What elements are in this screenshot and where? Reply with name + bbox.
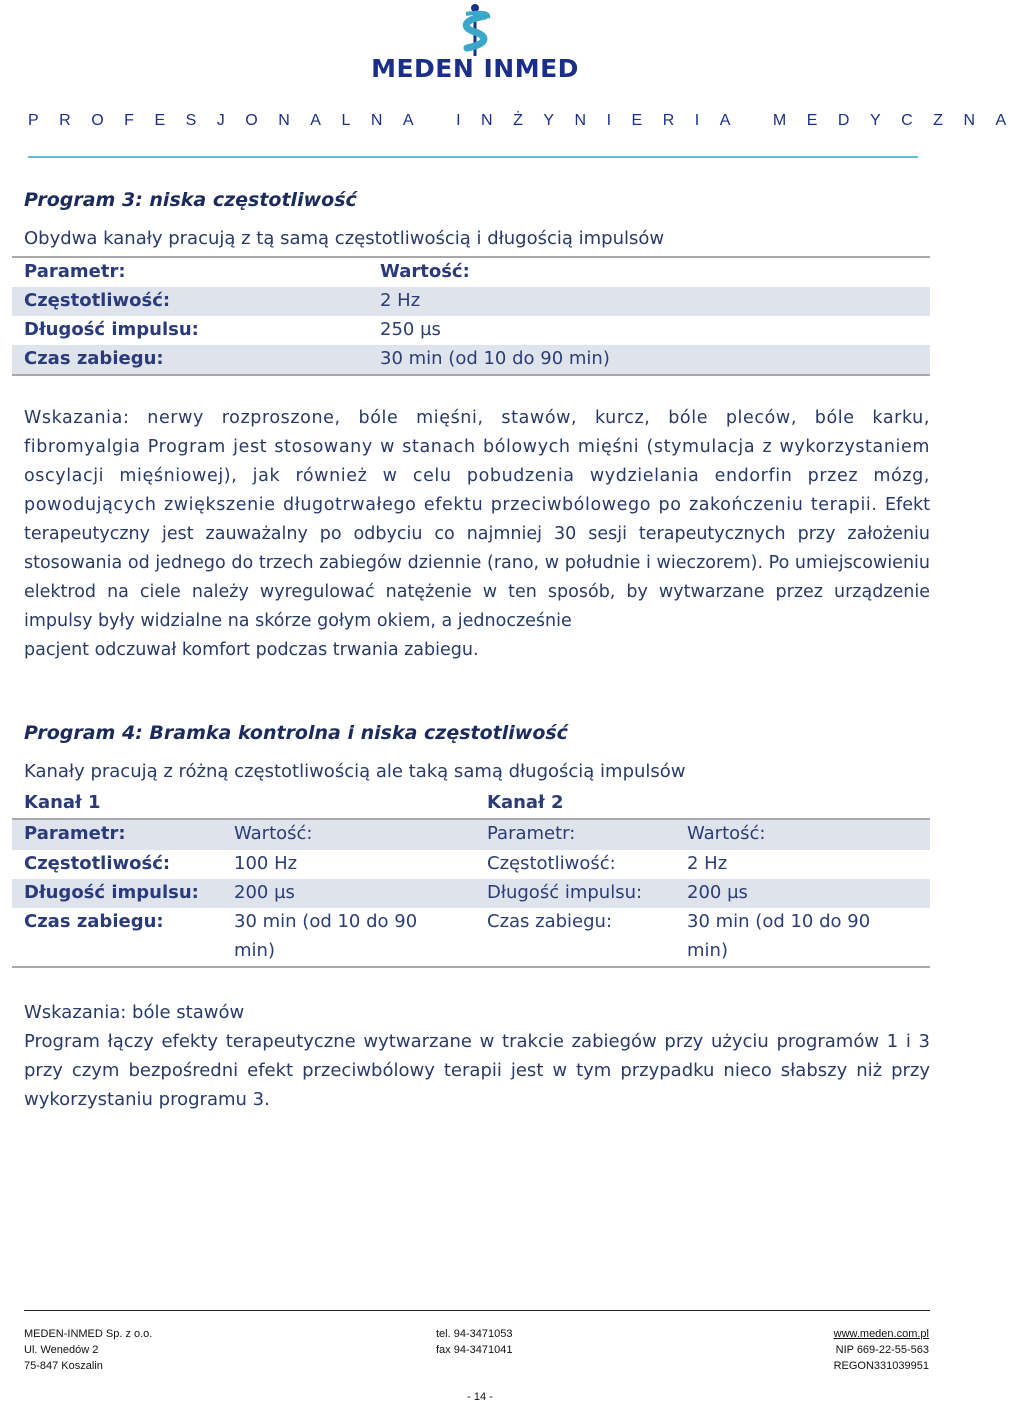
param-value: 2 Hz: [687, 853, 728, 874]
param-label: Czas zabiegu:: [24, 911, 164, 932]
table-row: [12, 908, 930, 966]
program4-indications: Wskazania: bóle stawów: [24, 1002, 245, 1023]
param-value: 30 min (od 10 do 90: [687, 911, 871, 932]
program4-lead: Kanały pracują z różną częstotliwością ale taką samą długością impulsów: [24, 761, 686, 782]
program4-paragraph: Program łączy efekty terapeutyczne wytwarzane w trakcie zabiegów przy użyciu programów 1 i 3 przy czym bezpośredni efekt przeciwbólowy terapii jest w tym przypadku nieco słabszy niż przy wykorzystaniu programu 3.: [24, 1031, 930, 1110]
tagline: [28, 112, 1027, 130]
footer-website-link[interactable]: www.meden.com.pl: [833, 1328, 929, 1340]
param-value: 2 Hz: [380, 290, 421, 311]
footer-city: 75-847 Koszalin: [24, 1360, 103, 1372]
param-label: Długość impulsu:: [487, 882, 643, 903]
head-value-1: Wartość:: [234, 823, 313, 844]
param-label: Czas zabiegu:: [487, 911, 613, 932]
param-label: Czas zabiegu:: [24, 348, 164, 369]
param-label: Częstotliwość:: [487, 853, 616, 874]
table-head-row: [12, 258, 930, 287]
table-row: [12, 879, 930, 908]
head-value: Wartość:: [380, 261, 470, 282]
param-value-cont: min): [687, 940, 728, 961]
program3-lead: Obydwa kanały pracują z tą samą częstotliwością i długością impulsów: [24, 228, 665, 249]
program3-description: [24, 404, 930, 665]
head-value-2: Wartość:: [687, 823, 766, 844]
param-label: Długość impulsu:: [24, 882, 199, 903]
table-bottom-rule: [12, 374, 930, 376]
footer-tel: tel. 94-3471053: [436, 1328, 513, 1340]
page-number: - 14 -: [467, 1391, 493, 1403]
param-label: Częstotliwość:: [24, 290, 171, 311]
table-row: [12, 345, 930, 374]
header-divider: [28, 156, 918, 158]
indications-text: nerwy rozproszone, bóle mięśni, stawów, kurcz, bóle pleców, bóle karku, fibromyalgia Program jest stosowany w stanach bólowych mięśni (stymulacja z wykorzystaniem oscylacji mięśniowej), jak również w celu pobudzenia wydzielania endorfin przez mózg, powodujących zwiększenie długotrwałego efektu przeciwbólowego po zakończeniu terapii.: [24, 408, 930, 515]
param-label: Długość impulsu:: [24, 319, 199, 340]
param-label: Częstotliwość:: [24, 853, 171, 874]
program3-title: Program 3: niska częstotliwość: [24, 189, 357, 211]
head-param-1: Parametr:: [24, 823, 126, 844]
indications-label: Wskazania:: [24, 408, 130, 428]
footer-regon: REGON331039951: [833, 1360, 929, 1372]
company-logo: [350, 2, 600, 86]
tagline-word-1: PROFESJONALNA: [28, 112, 435, 129]
footer-divider: [24, 1310, 930, 1311]
final-line: pacjent odczuwał komfort podczas trwania zabiegu.: [24, 640, 479, 660]
channel1-label: Kanał 1: [24, 792, 101, 813]
table-row: [12, 287, 930, 316]
head-param-2: Parametr:: [487, 823, 576, 844]
footer-street: Ul. Wenedów 2: [24, 1344, 99, 1356]
param-value: 100 Hz: [234, 853, 298, 874]
channel2-label: Kanał 2: [487, 792, 564, 813]
table-row: [12, 316, 930, 345]
param-value: 30 min (od 10 do 90 min): [380, 348, 610, 369]
brand-name: MEDEN INMED: [371, 54, 579, 83]
table-bottom-rule: [12, 966, 930, 968]
footer-company: MEDEN-INMED Sp. z o.o.: [24, 1328, 153, 1340]
param-value: 30 min (od 10 do 90: [234, 911, 418, 932]
tagline-word-2: INŻYNIERIA: [456, 112, 751, 129]
footer-contact: [436, 1326, 512, 1358]
tagline-word-3: MEDYCZNA: [772, 112, 1027, 129]
table-row: [12, 850, 930, 879]
footer-company-ids: [700, 1326, 929, 1374]
program4-title: Program 4: Bramka kontrolna i niska częstotliwość: [24, 722, 568, 744]
param-value-cont: min): [234, 940, 275, 961]
head-param: Parametr:: [24, 261, 126, 282]
footer-nip: NIP 669-22-55-563: [835, 1344, 929, 1356]
param-value: 200 µs: [234, 882, 295, 903]
effect-text: Efekt terapeutyczny jest zauważalny po odbyciu co najmniej 30 sesji terapeutycznych przy założeniu stosowania od jednego do trzech zabiegów dziennie (rano, w południe i wieczorem). Po umiejscowieniu elektrod na ciele należy wyregulować natężenie w ten sposób, by wytwarzane przez urządzenie impulsy były widzialne na skórze gołym okiem, a jednocześnie: [24, 495, 930, 631]
param-value: 250 µs: [380, 319, 441, 340]
param-value: 200 µs: [687, 882, 748, 903]
caduceus-icon: [350, 2, 600, 58]
table-head-row: [12, 820, 930, 850]
footer-fax: fax 94-3471041: [436, 1344, 513, 1356]
footer-address: [24, 1326, 152, 1374]
program4-description: [24, 998, 930, 1114]
